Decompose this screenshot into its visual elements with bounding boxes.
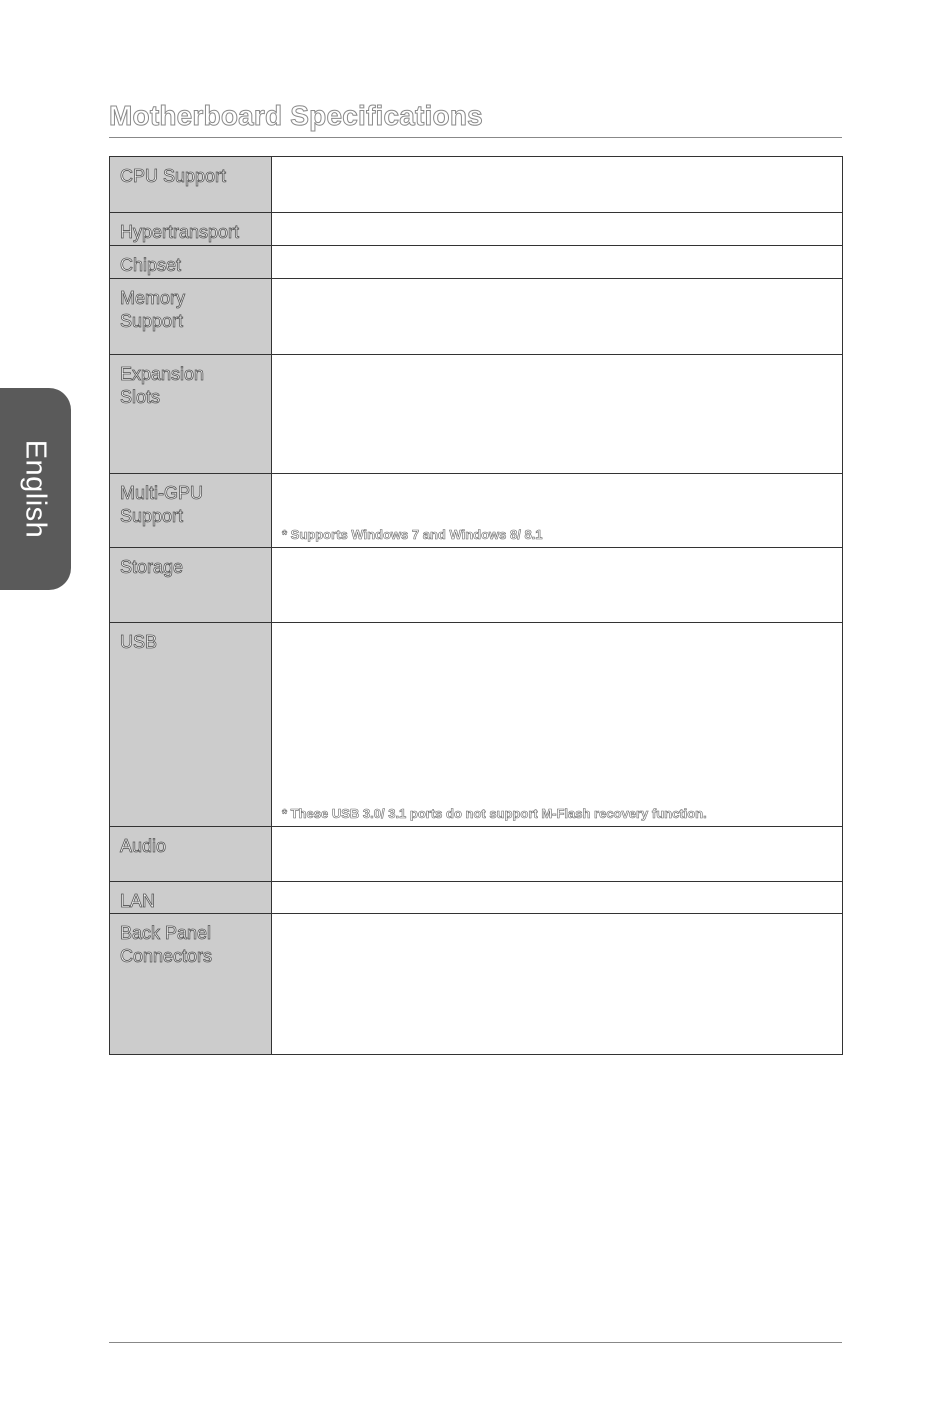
spec-row-chipset <box>110 246 843 279</box>
spec-row-memory-support <box>110 279 843 355</box>
spec-row-hypertransport <box>110 213 843 246</box>
spec-value <box>272 548 843 623</box>
spec-row-storage <box>110 548 843 623</box>
spec-value <box>272 355 843 474</box>
spec-label: Storage <box>110 548 272 623</box>
spec-label: Back Panel Connectors <box>110 914 272 1055</box>
spec-value <box>272 623 843 827</box>
spec-value <box>272 882 843 914</box>
spec-table <box>109 156 843 1055</box>
spec-label: Multi-GPU Support <box>110 474 272 548</box>
spec-value <box>272 279 843 355</box>
spec-footnote: * These USB 3.0/ 3.1 ports do not support M-Flash recovery function. <box>282 806 707 821</box>
spec-label: CPU Support <box>110 157 272 213</box>
spec-label: USB <box>110 623 272 827</box>
spec-label: Hypertransport <box>110 213 272 246</box>
spec-value <box>272 474 843 548</box>
spec-row-audio <box>110 827 843 882</box>
spec-label: Audio <box>110 827 272 882</box>
spec-label: LAN <box>110 882 272 914</box>
spec-row-lan <box>110 882 843 914</box>
spec-row-back-panel-connectors <box>110 914 843 1055</box>
spec-row-multi-gpu-support <box>110 474 843 548</box>
title-divider <box>109 137 842 138</box>
spec-value <box>272 914 843 1055</box>
footer-divider <box>109 1342 842 1343</box>
spec-row-expansion-slots <box>110 355 843 474</box>
spec-value <box>272 827 843 882</box>
spec-footnote: * Supports Windows 7 and Windows 8/ 8.1 <box>282 527 543 542</box>
spec-row-cpu-support <box>110 157 843 213</box>
spec-value <box>272 246 843 279</box>
spec-value <box>272 157 843 213</box>
spec-label: Expansion Slots <box>110 355 272 474</box>
spec-value <box>272 213 843 246</box>
spec-row-usb <box>110 623 843 827</box>
spec-label: Chipset <box>110 246 272 279</box>
page-title: Motherboard Specifications <box>109 100 483 131</box>
spec-label: Memory Support <box>110 279 272 355</box>
language-tab-label: English <box>19 439 52 539</box>
language-tab <box>0 388 71 590</box>
